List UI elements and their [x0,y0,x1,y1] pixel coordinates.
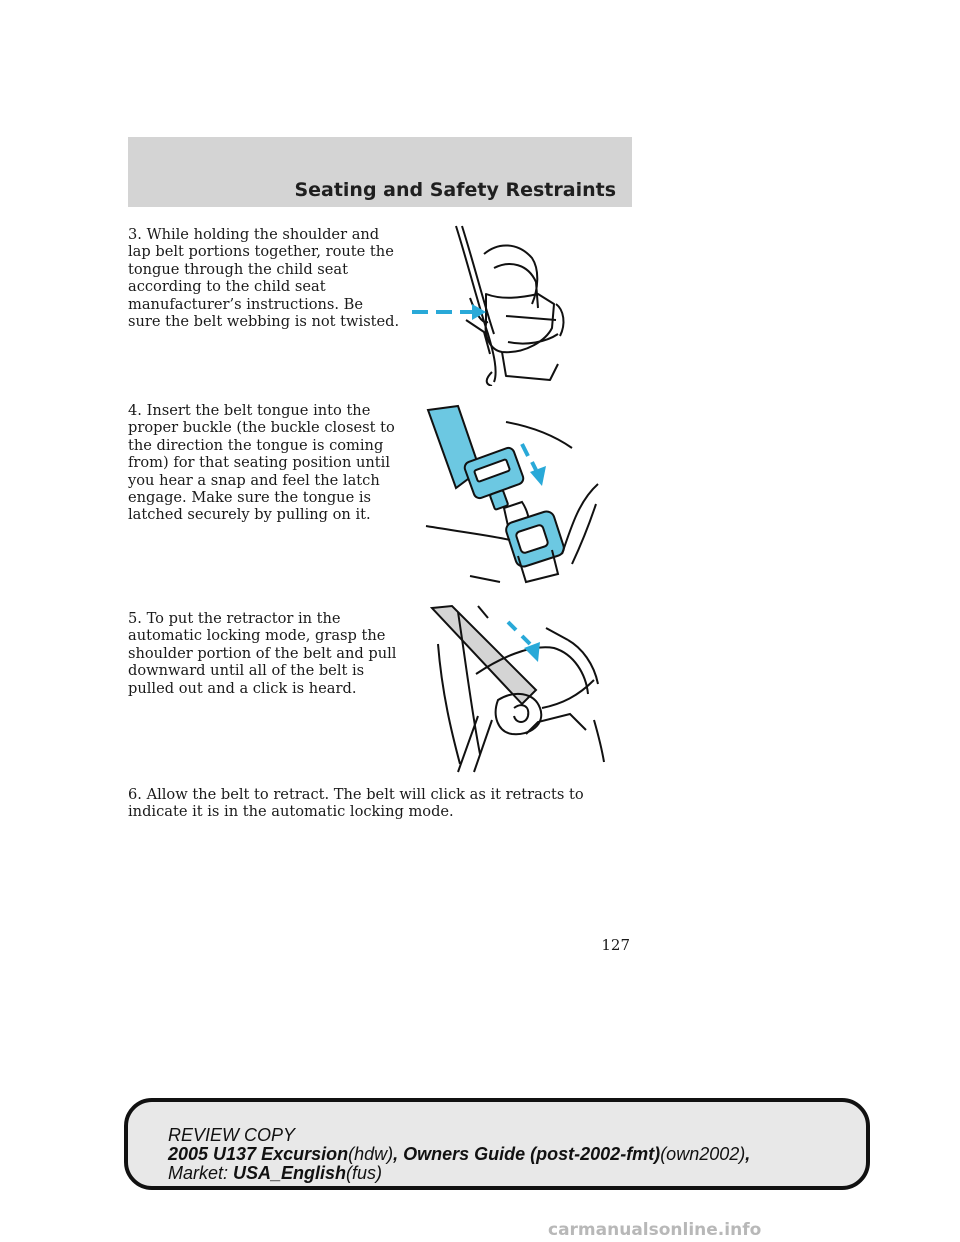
review-end-comma: , [745,1144,751,1164]
retractor-locking-mode-illustration [418,604,608,774]
review-model-code: (hdw) [348,1144,394,1164]
review-market-label: Market: [168,1163,234,1183]
child-seat-belt-routing-illustration [406,224,582,386]
review-copy-box [124,1098,870,1190]
review-copy-text [168,1126,750,1183]
review-copy-label: REVIEW COPY [168,1125,296,1145]
step-3-text: 3. While holding the shoulder and lap belt portions together, route the tongue through the child seat according to the child seat manufacturer’s instructions. Be sure the belt webbing is not twisted. [128,226,400,331]
section-title: Seating and Safety Restraints [294,179,616,201]
step-5-text: 5. To put the retractor in the automatic locking mode, grasp the shoulder portion of the belt and pull downward until all of the belt is pulled out and a click is heard. [128,610,397,697]
review-model: 2005 U137 Excursion [168,1144,349,1164]
review-market-code: (fus) [346,1163,383,1183]
review-guide: Owners Guide (post-2002-fmt) [403,1144,661,1164]
belt-tongue-buckle-illustration [422,404,602,586]
section-header-bar [128,137,632,207]
step-6-text: 6. Allow the belt to retract. The belt will click as it retracts to indicate it is in the automatic locking mode. [128,786,584,821]
review-guide-code: (own2002) [660,1144,746,1164]
watermark-text: carmanualsonline.info [548,1220,762,1240]
review-separator: , [393,1144,404,1164]
step-4-text: 4. Insert the belt tongue into the proper buckle (the buckle closest to the direction the tongue is coming from) for that seating position until you hear a snap and feel the latch engage. Make sure the tongue is latched securely by pulling on it. [128,402,395,524]
page-number: 127 [601,936,630,954]
review-market: USA_English [233,1163,347,1183]
